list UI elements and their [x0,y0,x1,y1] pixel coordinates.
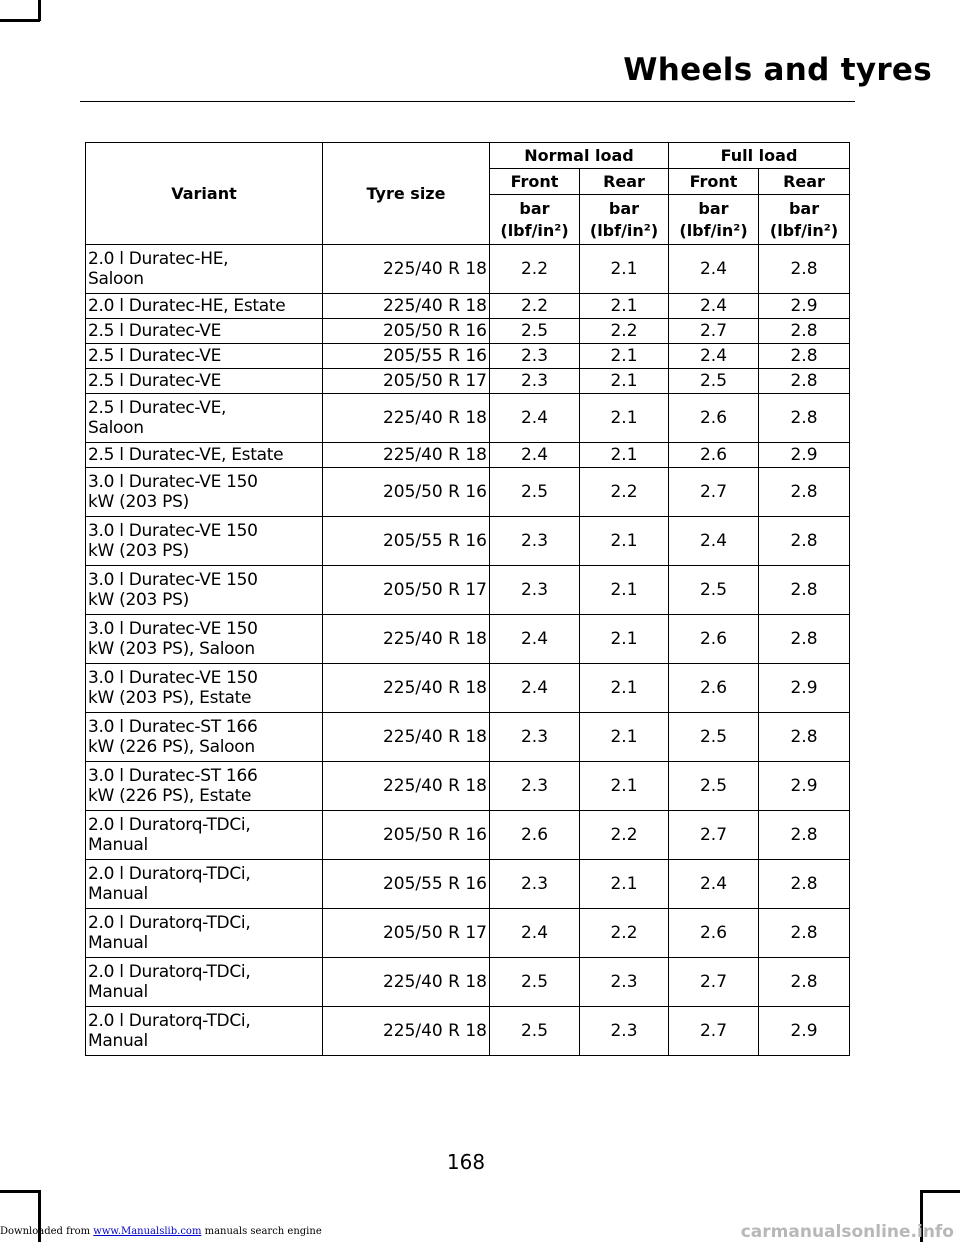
variant-cell [86,811,323,860]
table-row [86,1007,850,1056]
variant-cell [86,344,323,369]
variant-line: kW (203 PS), Estate [88,688,252,708]
full-rear-cell: 2.8 [759,394,850,443]
variant-line: Manual [88,884,148,904]
crop-mark-top-left [38,0,41,21]
header-full-front: Front [669,169,759,195]
variant-line: 3.0 l Duratec-ST 166 [88,717,258,737]
full-rear-cell: 2.8 [759,245,850,294]
full-rear-cell: 2.8 [759,909,850,958]
footer-prefix: Downloaded from [0,1226,91,1237]
variant-cell [86,860,323,909]
variant-line: 2.0 l Duratorq-TDCi, [88,815,251,835]
table-row [86,344,850,369]
table-row [86,958,850,1007]
tyre-size-cell: 225/40 R 18 [323,1007,490,1056]
tyre-size-cell: 205/50 R 17 [323,909,490,958]
unit-bar: bar [608,198,640,218]
variant-line: 2.0 l Duratec-HE, [88,249,229,269]
normal-front-cell: 2.3 [490,860,580,909]
crop-mark-bottom-left [0,1190,40,1193]
tyre-size-cell: 225/40 R 18 [323,294,490,319]
normal-rear-cell: 2.1 [580,344,669,369]
full-front-cell: 2.5 [669,566,759,615]
full-rear-cell: 2.9 [759,664,850,713]
tyre-size-cell: 205/50 R 17 [323,369,490,394]
normal-rear-cell: 2.1 [580,443,669,468]
full-rear-cell: 2.8 [759,468,850,517]
variant-line: 2.5 l Duratec-VE, Estate [88,445,284,465]
normal-rear-cell: 2.3 [580,958,669,1007]
variant-line: Saloon [88,418,144,438]
page-title: Wheels and tyres [623,52,932,88]
table-row [86,860,850,909]
variant-line: 2.5 l Duratec-VE [88,346,222,366]
normal-front-cell: 2.3 [490,344,580,369]
variant-cell [86,566,323,615]
footer [0,1226,322,1237]
table-row [86,294,850,319]
full-rear-cell: 2.8 [759,713,850,762]
unit-psi: (lbf/in²) [769,220,839,240]
normal-front-cell: 2.4 [490,443,580,468]
tyre-size-cell: 205/55 R 16 [323,517,490,566]
normal-front-cell: 2.5 [490,468,580,517]
full-front-cell: 2.7 [669,811,759,860]
variant-cell [86,762,323,811]
full-front-cell: 2.4 [669,517,759,566]
full-front-cell: 2.6 [669,394,759,443]
full-front-cell: 2.4 [669,344,759,369]
full-front-cell: 2.6 [669,443,759,468]
normal-rear-cell: 2.2 [580,468,669,517]
variant-line: 2.5 l Duratec-VE, [88,398,227,418]
table-row [86,468,850,517]
unit-psi: (lbf/in²) [500,220,569,240]
full-front-cell: 2.4 [669,245,759,294]
table-row [86,762,850,811]
full-front-cell: 2.5 [669,369,759,394]
tyre-size-cell: 205/50 R 17 [323,566,490,615]
watermark: carmanualsonline.info [740,1222,954,1242]
full-front-cell: 2.4 [669,860,759,909]
variant-line: 2.0 l Duratec-HE, Estate [88,296,286,316]
variant-line: kW (203 PS) [88,492,189,512]
normal-rear-cell: 2.1 [580,566,669,615]
table-row [86,394,850,443]
full-rear-cell: 2.9 [759,294,850,319]
variant-cell [86,909,323,958]
tyre-size-cell: 225/40 R 18 [323,443,490,468]
normal-front-cell: 2.3 [490,369,580,394]
full-rear-cell: 2.8 [759,517,850,566]
header-unit [580,195,669,245]
normal-rear-cell: 2.3 [580,1007,669,1056]
variant-line: 3.0 l Duratec-ST 166 [88,766,258,786]
table-row [86,811,850,860]
variant-cell [86,245,323,294]
header-unit [669,195,759,245]
variant-cell [86,468,323,517]
normal-front-cell: 2.3 [490,517,580,566]
normal-front-cell: 2.4 [490,615,580,664]
normal-front-cell: 2.6 [490,811,580,860]
normal-rear-cell: 2.1 [580,615,669,664]
tyre-size-cell: 225/40 R 18 [323,958,490,1007]
normal-rear-cell: 2.1 [580,294,669,319]
unit-psi: (lbf/in²) [589,220,659,240]
header-variant: Variant [86,143,323,245]
full-rear-cell: 2.8 [759,344,850,369]
variant-line: 3.0 l Duratec-VE 150 [88,668,258,688]
normal-front-cell: 2.4 [490,909,580,958]
tyre-size-cell: 225/40 R 18 [323,762,490,811]
tyre-size-cell: 225/40 R 18 [323,664,490,713]
variant-line: 2.5 l Duratec-VE [88,321,222,341]
header-normal-rear: Rear [580,169,669,195]
normal-front-cell: 2.5 [490,1007,580,1056]
variant-cell [86,319,323,344]
normal-rear-cell: 2.1 [580,369,669,394]
table-row [86,369,850,394]
variant-line: Manual [88,835,148,855]
crop-mark-bottom-right [920,1190,960,1193]
normal-rear-cell: 2.2 [580,319,669,344]
header-tyre-size: Tyre size [323,143,490,245]
full-front-cell: 2.7 [669,468,759,517]
table-row [86,909,850,958]
variant-cell [86,517,323,566]
variant-line: Manual [88,933,148,953]
full-front-cell: 2.6 [669,909,759,958]
table-body [86,245,850,1056]
table-row [86,319,850,344]
table-row [86,443,850,468]
normal-front-cell: 2.2 [490,294,580,319]
variant-line: kW (226 PS), Estate [88,786,252,806]
crop-mark-top-left [0,19,40,22]
tyre-size-cell: 225/40 R 18 [323,713,490,762]
full-rear-cell: 2.8 [759,860,850,909]
variant-line: kW (203 PS) [88,541,189,561]
table-row [86,245,850,294]
table-row [86,664,850,713]
variant-line: 3.0 l Duratec-VE 150 [88,619,258,639]
header-full-rear: Rear [759,169,850,195]
normal-rear-cell: 2.1 [580,713,669,762]
variant-line: 2.0 l Duratorq-TDCi, [88,864,251,884]
variant-line: 2.0 l Duratorq-TDCi, [88,913,251,933]
variant-line: Manual [88,1031,148,1051]
variant-cell [86,394,323,443]
normal-front-cell: 2.4 [490,664,580,713]
variant-cell [86,369,323,394]
normal-rear-cell: 2.1 [580,762,669,811]
normal-front-cell: 2.3 [490,566,580,615]
variant-cell [86,615,323,664]
full-rear-cell: 2.8 [759,958,850,1007]
variant-line: 3.0 l Duratec-VE 150 [88,472,258,492]
normal-rear-cell: 2.1 [580,517,669,566]
tyre-pressure-table [85,142,850,1056]
full-front-cell: 2.7 [669,1007,759,1056]
normal-front-cell: 2.3 [490,762,580,811]
table-row [86,566,850,615]
variant-line: 2.5 l Duratec-VE [88,371,222,391]
full-rear-cell: 2.9 [759,1007,850,1056]
full-rear-cell: 2.8 [759,566,850,615]
variant-line: kW (203 PS), Saloon [88,639,255,659]
normal-rear-cell: 2.1 [580,245,669,294]
variant-cell [86,443,323,468]
full-front-cell: 2.6 [669,664,759,713]
variant-cell [86,294,323,319]
normal-front-cell: 2.3 [490,713,580,762]
variant-line: 2.0 l Duratorq-TDCi, [88,1011,251,1031]
table-row [86,713,850,762]
tyre-size-cell: 205/50 R 16 [323,468,490,517]
variant-line: 3.0 l Duratec-VE 150 [88,570,258,590]
variant-cell [86,664,323,713]
normal-rear-cell: 2.1 [580,394,669,443]
unit-bar: bar [519,198,550,218]
variant-line: kW (203 PS) [88,590,189,610]
full-front-cell: 2.7 [669,319,759,344]
full-front-cell: 2.5 [669,713,759,762]
unit-bar: bar [698,198,729,218]
header-unit [490,195,580,245]
variant-line: 2.0 l Duratorq-TDCi, [88,962,251,982]
full-front-cell: 2.4 [669,294,759,319]
full-front-cell: 2.6 [669,615,759,664]
variant-cell [86,958,323,1007]
variant-line: Saloon [88,269,144,289]
normal-rear-cell: 2.1 [580,860,669,909]
variant-cell [86,713,323,762]
header-full-load: Full load [669,143,850,169]
normal-front-cell: 2.2 [490,245,580,294]
unit-bar: bar [788,198,820,218]
normal-front-cell: 2.5 [490,958,580,1007]
full-rear-cell: 2.8 [759,369,850,394]
table-row [86,517,850,566]
variant-cell [86,1007,323,1056]
tyre-size-cell: 225/40 R 18 [323,615,490,664]
full-rear-cell: 2.9 [759,762,850,811]
tyre-size-cell: 205/55 R 16 [323,860,490,909]
tyre-size-cell: 205/50 R 16 [323,811,490,860]
normal-rear-cell: 2.2 [580,811,669,860]
normal-front-cell: 2.5 [490,319,580,344]
full-rear-cell: 2.9 [759,443,850,468]
header-unit [759,195,850,245]
variant-line: 3.0 l Duratec-VE 150 [88,521,258,541]
full-rear-cell: 2.8 [759,319,850,344]
tyre-size-cell: 225/40 R 18 [323,394,490,443]
footer-suffix: manuals search engine [204,1226,322,1237]
normal-rear-cell: 2.1 [580,664,669,713]
variant-line: kW (226 PS), Saloon [88,737,255,757]
full-front-cell: 2.5 [669,762,759,811]
full-front-cell: 2.7 [669,958,759,1007]
normal-rear-cell: 2.2 [580,909,669,958]
normal-front-cell: 2.4 [490,394,580,443]
full-rear-cell: 2.8 [759,811,850,860]
header-normal-load: Normal load [490,143,669,169]
tyre-size-cell: 205/50 R 16 [323,319,490,344]
full-rear-cell: 2.8 [759,615,850,664]
header-normal-front: Front [490,169,580,195]
page-number: 168 [446,1150,486,1174]
unit-psi: (lbf/in²) [679,220,748,240]
tyre-size-cell: 225/40 R 18 [323,245,490,294]
tyre-size-cell: 205/55 R 16 [323,344,490,369]
table-row [86,615,850,664]
variant-line: Manual [88,982,148,1002]
title-rule [80,101,855,102]
footer-link[interactable]: www.Manualslib.com [93,1226,202,1237]
